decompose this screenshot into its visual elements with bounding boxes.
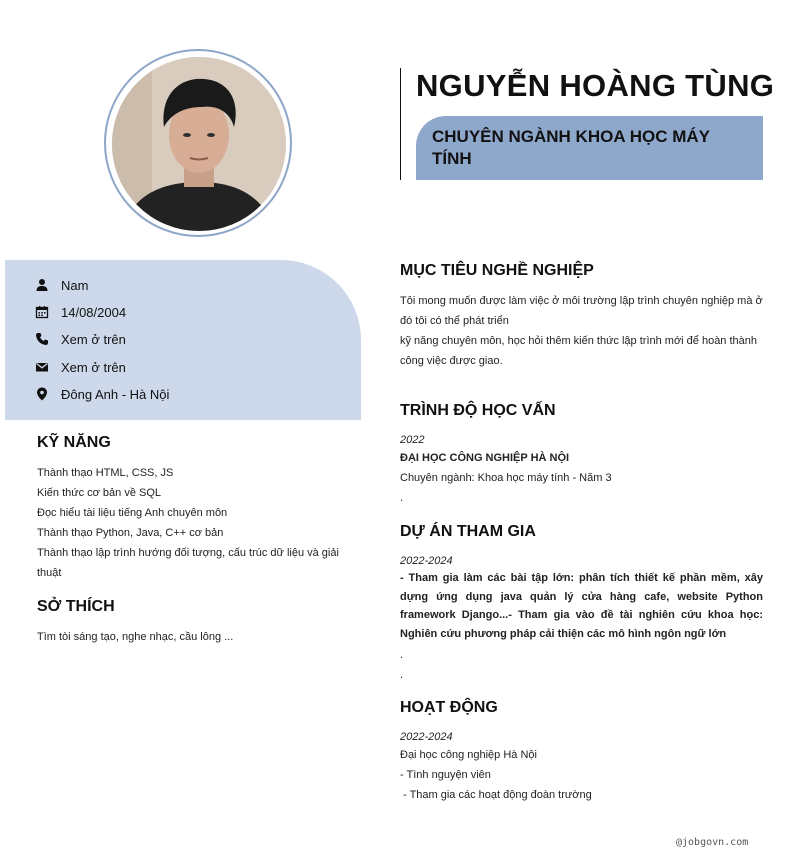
- activities-item: - Tham gia các hoạt động đoàn trường: [400, 789, 592, 801]
- objective-line: kỹ năng chuyên môn, học hỏi thêm kiến thức lập trình mới để hoàn thành công việc được giao.: [400, 335, 758, 367]
- skills-heading: KỸ NĂNG: [37, 434, 111, 451]
- skill-item: Thành thạo HTML, CSS, JS: [37, 467, 174, 479]
- projects-period: 2022-2024: [400, 555, 453, 567]
- activities-item: - Tình nguyện viên: [400, 769, 491, 781]
- address-text: Đông Anh - Hà Nội: [61, 386, 170, 402]
- hobbies-heading: SỞ THÍCH: [37, 598, 115, 615]
- skill-item: Đọc hiểu tài liệu tiếng Anh chuyên môn: [37, 507, 228, 519]
- education-heading: TRÌNH ĐỘ HỌC VẤN: [400, 402, 556, 419]
- watermark-text: @jobgovn.com: [676, 837, 749, 848]
- skill-item: Thành thạo Python, Java, C++ cơ bản: [37, 527, 224, 539]
- avatar: [112, 57, 286, 231]
- phone-text: Xem ở trên: [61, 331, 126, 347]
- projects-description: - Tham gia làm các bài tập lớn: phân tích thiết kế phần mềm, xây dựng ứng dụng java quản lý cửa hàng cafe, website Python framework Django...- Tham gia vào đề tài nghiên cứu khoa học: Nghiên cứu phương pháp cải thiện các mô hình ngôn ngữ lớn: [400, 572, 763, 640]
- activities-heading: HOẠT ĐỘNG: [400, 699, 498, 716]
- projects-dot: .: [400, 669, 404, 681]
- objective-heading: MỤC TIÊU NGHỀ NGHIỆP: [400, 262, 594, 279]
- skills-list: [37, 463, 347, 583]
- contact-phone: [35, 329, 126, 349]
- contact-address: [35, 384, 169, 404]
- dob-text: 14/08/2004: [61, 304, 127, 320]
- mail-icon: [35, 360, 49, 374]
- location-pin-icon: [35, 387, 49, 401]
- person-icon: [35, 278, 49, 292]
- projects-heading: DỰ ÁN THAM GIA: [400, 523, 536, 540]
- education-year: 2022: [400, 434, 425, 446]
- activities-org: Đại học công nghiệp Hà Nội: [400, 749, 537, 761]
- projects-dot: .: [400, 649, 404, 661]
- contact-email: [35, 357, 126, 377]
- activities-period: 2022-2024: [400, 731, 453, 743]
- calendar-icon: [35, 305, 49, 319]
- objective-line: Tôi mong muốn được làm việc ở môi trường lập trình chuyên nghiệp mà ở đó tôi có thể phát triển: [400, 295, 763, 327]
- education-detail: Chuyên ngành: Khoa học máy tính - Năm 3: [400, 472, 612, 484]
- objective-text: [400, 291, 766, 371]
- education-school: ĐẠI HỌC CÔNG NGHIỆP HÀ NỘI: [400, 452, 570, 464]
- gender-text: Nam: [61, 277, 89, 293]
- skill-item: Kiến thức cơ bản về SQL: [37, 487, 162, 499]
- education-dot: .: [400, 492, 404, 504]
- skill-item: Thành thạo lập trình hướng đối tượng, cấu trúc dữ liệu và giải thuật: [37, 547, 339, 579]
- major-banner: CHUYÊN NGÀNH KHOA HỌC MÁY TÍNH: [416, 116, 763, 180]
- header-divider: [400, 68, 401, 180]
- email-text: Xem ở trên: [61, 359, 126, 375]
- phone-icon: [35, 332, 49, 346]
- hobbies-text: Tìm tòi sáng tạo, nghe nhạc, cầu lông ...: [37, 631, 234, 643]
- contact-gender: [35, 275, 88, 295]
- contact-dob: [35, 302, 126, 322]
- candidate-name: NGUYỄN HOÀNG TÙNG: [416, 68, 775, 103]
